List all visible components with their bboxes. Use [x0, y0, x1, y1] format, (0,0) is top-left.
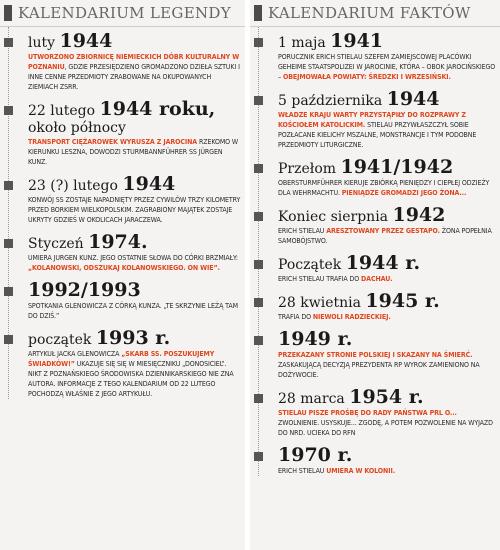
timeline-entry [250, 328, 496, 380]
timeline-entry [250, 156, 496, 198]
facts-column [250, 0, 500, 550]
plain-text: UKAZUJE SIĘ SIĘ W MIESIĘCZNIKU „DONOSICIEL”. NIKT Z POZNAŃSKIEGO ŚRODOWISKA DZIENNIKARSKIEGO NIE ZNA AUTORA. INFORMACJE Z TEGO KALENDARIUM OD 22 LUTEGO POCHODZĄ WŁAŚNIE Z JEGO ARTYKUŁU. [28, 360, 234, 398]
plain-text: SPOTKANIA GLENOWICZA Z CÓRKĄ KUNZA. „TE SKRZYNIE LEŻĄ TAM DO DZIŚ.” [28, 302, 238, 320]
date-prefix: 28 kwietnia [278, 295, 366, 311]
timeline-entry [250, 88, 496, 150]
highlighted-text: ARESZTOWANY PRZEZ GESTAPO. [326, 227, 440, 235]
legend-timeline [0, 27, 245, 399]
entry-date [28, 327, 241, 349]
date-year: 1942 [392, 204, 446, 226]
entry-date [28, 173, 241, 195]
date-year: 1992/1993 [28, 279, 141, 301]
date-prefix: początek [28, 332, 96, 348]
entry-date [278, 88, 496, 110]
date-prefix: luty [28, 35, 60, 51]
plain-text: UMIERA JURGEN KUNZ. JEGO OSTATNIE SŁOWA DO CÓRKI BRZMIAŁY: [28, 254, 238, 262]
bullet-square-icon [4, 38, 13, 47]
entry-date [28, 279, 241, 301]
entry-text [278, 466, 496, 476]
bullet-square-icon [4, 239, 13, 248]
plain-text: PORUCZNIK ERICH STIELAU SZEFEM ZAMIEJSCOWEJ PLACÓWKI GEHEIME STAATSPOLIZEI W JAROCINIE, KTÓRA – OBOK JAROCIŃSKIEGO – [278, 53, 496, 81]
plain-text: STIELAU PRZYWŁASZCZYŁ SOBIE POZŁACANE KIELICHY MSZALNE, MONSTRANCJE I TYM PODOBNE PRZEDMIOTY LITURGICZNE. [278, 121, 477, 149]
facts-title: KALENDARIUM FAKTÓW [268, 4, 471, 22]
plain-text: ZASKAKUJĄCĄ DECYZJĄ PREZYDENTA RP WYROK ZAMIENIONO NA DOŻYWOCIE. [278, 361, 480, 379]
bullet-square-icon [4, 335, 13, 344]
bullet-square-icon [254, 394, 263, 403]
date-prefix: 28 marca [278, 391, 350, 407]
bullet-square-icon [4, 106, 13, 115]
date-prefix: Początek [278, 257, 346, 273]
timeline-entry [0, 30, 241, 92]
entry-text [278, 350, 496, 380]
bullet-square-icon [254, 38, 263, 47]
date-year: 1993 r. [95, 327, 171, 349]
timeline-entry [250, 252, 496, 284]
highlighted-text: OBEJMOWAŁA POWIATY: ŚREDZKI I WRZESIŃSKI. [282, 73, 451, 81]
date-year: 1941/1942 [340, 156, 454, 178]
entry-date [278, 290, 496, 312]
plain-text: TRAFIA DO [278, 313, 313, 321]
highlighted-text: PRZEKAZANY STRONIE POLSKIEJ I SKAZANY NA ŚMIERĆ. [278, 351, 473, 359]
date-year: 1941 [330, 30, 384, 52]
entry-text [28, 52, 241, 92]
bullet-square-icon [254, 260, 263, 269]
date-prefix: 1 maja [278, 35, 331, 51]
plain-text: , GDZIE PRZESIĘDZIENO GROMADZONO DZIEŁA SZTUKI I INNE CENNE PRZEDMIOTY ZRABOWANE NA OKUPOWANYCH ZIEMIACH ZSRR. [28, 63, 240, 91]
entry-date [28, 98, 241, 137]
entry-text [28, 349, 241, 399]
timeline-entry [250, 204, 496, 246]
timeline-entry [250, 444, 496, 476]
timeline-entry [0, 279, 241, 321]
entry-text [278, 110, 496, 150]
highlighted-text: TRANSPORT CIĘŻAROWEK WYRUSZA Z JAROCINA [28, 138, 198, 146]
entry-text [28, 195, 241, 225]
date-prefix: 22 lutego [28, 103, 100, 119]
date-prefix: 23 (?) lutego [28, 178, 123, 194]
entry-text [278, 408, 496, 438]
plain-text: RZEKOMO W KIERUNKU LESZNA, DOWODZI STURMBANNFÜHRER SS JÜRGEN KUNZ. [28, 138, 239, 166]
bullet-square-icon [254, 336, 263, 345]
date-prefix: Koniec sierpnia [278, 209, 393, 225]
plain-text: ZWOLNIENIE. USYSKUJE... ZGODĘ, A POTEM POZWOLENIE NA WYJAZD DO NRD. UCIEKA DO RFN [278, 419, 493, 437]
entry-date [28, 30, 241, 52]
bullet-square-icon [254, 164, 263, 173]
entry-date [278, 444, 496, 466]
plain-text: ARTYKUŁ JACKA GLENOWICZA [28, 350, 122, 358]
plain-text: OBERSTURMFÜHRER KIERUJE ZBIÓRKĄ PIENIĘDZY I CIEPŁEJ ODZIEŻY DLA WEHRMACHTU. [278, 179, 490, 197]
plain-text: ERICH STIELAU [278, 227, 327, 235]
entry-date [278, 386, 496, 408]
entry-text [28, 253, 241, 273]
facts-header [250, 0, 500, 27]
timeline-entry [0, 98, 241, 167]
date-year: 1944 [386, 88, 440, 110]
date-year: 1954 r. [349, 386, 424, 408]
highlighted-text: „SKARB SS. POSZUKUJEMY ŚWIADKÓW!” [28, 350, 215, 368]
legend-title: KALENDARIUM LEGENDY [18, 4, 231, 22]
date-year: 1944 [59, 30, 113, 52]
plain-text: ERICH STIELAU TRAFIA DO [278, 275, 362, 283]
date-suffix: około północy [28, 120, 126, 136]
date-year: 1944 roku, [99, 98, 216, 120]
highlighted-text: STIELAU PISZE PROŚBĘ DO RADY PAŃSTWA PRL O... [278, 409, 457, 417]
header-block-icon [254, 5, 262, 21]
bullet-square-icon [254, 452, 263, 461]
entry-date [278, 252, 496, 274]
entry-text [278, 52, 496, 82]
entry-text [28, 301, 241, 321]
plain-text: KONWÓJ SS ZOSTAJE NAPADNIĘTY PRZEZ CYWILÓW TRZY KILOMETRY PRZED BORKIEM WIELKOPOLSKIM. ZAGRABIONY MAJĄTEK ZOSTAJE UKRYTY GDZIEŚ W OKOLICACH JARACZEWA. [28, 196, 241, 224]
timeline-entry [0, 173, 241, 225]
date-prefix: Przełom [278, 161, 341, 177]
date-year: 1945 r. [365, 290, 440, 312]
entry-text [278, 178, 496, 198]
entry-date [278, 30, 496, 52]
highlighted-text: UMIERA W KOLONII. [326, 467, 395, 475]
bullet-square-icon [4, 287, 13, 296]
bullet-square-icon [254, 96, 263, 105]
header-block-icon [4, 5, 12, 21]
plain-text: ŻONA POPEŁNIA SAMOBÓJSTWO. [278, 227, 492, 245]
highlighted-text: UTWORZONO ZBIORNICĘ NIEMIECKICH DÓBR KULTURALNY W POZNANIU [28, 53, 240, 71]
highlighted-text: PIENIĄDZE GROMADZI JEGO ŻONA... [341, 189, 467, 197]
timeline-entry [0, 327, 241, 399]
plain-text: ERICH STIELAU [278, 467, 327, 475]
date-year: 1974. [88, 231, 148, 253]
entry-text [278, 312, 496, 322]
entry-text [278, 274, 496, 284]
date-prefix: Styczeń [28, 236, 89, 252]
entry-date [278, 328, 496, 350]
timeline-entry [250, 386, 496, 438]
legend-column [0, 0, 245, 550]
entry-text [278, 226, 496, 246]
bullet-square-icon [254, 212, 263, 221]
entry-date [278, 204, 496, 226]
bullet-square-icon [254, 298, 263, 307]
facts-timeline [250, 27, 500, 476]
entry-date [28, 231, 241, 253]
highlighted-text: WŁADZE KRAJU WARTY PRZYSTĄPIŁY DO ROZPRAWY Z KOŚCIOŁEM KATOLICKIM. [278, 111, 466, 129]
date-year: 1944 r. [345, 252, 421, 274]
highlighted-text: DACHAU. [361, 275, 393, 283]
bullet-square-icon [4, 181, 13, 190]
date-year: 1970 r. [278, 444, 353, 466]
highlighted-text: NIEWOLI RADZIECKIEJ. [312, 313, 391, 321]
timeline-entry [250, 290, 496, 322]
entry-text [28, 137, 241, 167]
entry-date [278, 156, 496, 178]
date-year: 1949 r. [278, 328, 353, 350]
legend-header [0, 0, 245, 27]
timeline-entry [0, 231, 241, 273]
date-prefix: 5 października [278, 93, 387, 109]
timeline-entry [250, 30, 496, 82]
highlighted-text: „KOLANOWSKI, ODSZUKAJ KOLANOWSKIEGO. ON WIE”. [28, 264, 220, 272]
date-year: 1944 [122, 173, 176, 195]
